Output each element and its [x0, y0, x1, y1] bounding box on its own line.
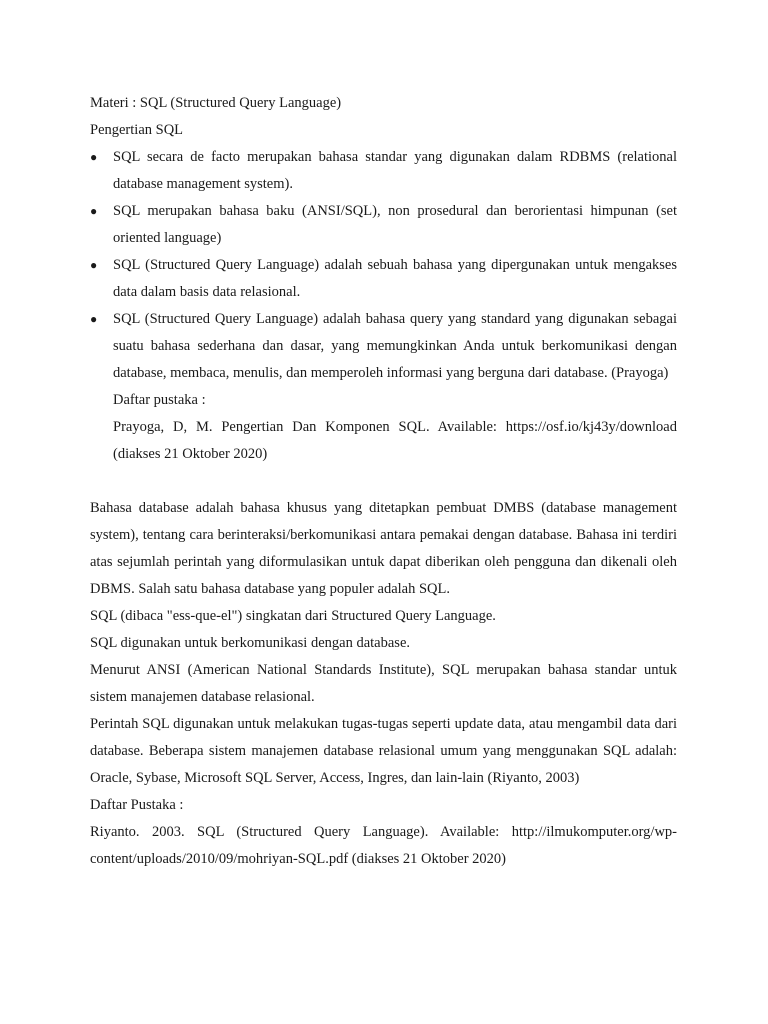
list-item	[90, 252, 677, 306]
document-title: Materi : SQL (Structured Query Language)	[90, 95, 342, 111]
bullet-icon: ●	[90, 312, 98, 326]
reference-label: Daftar Pustaka :	[90, 797, 184, 813]
reference-text: Riyanto. 2003. SQL (Structured Query Language). Available: http://ilmukomputer.org/wp-content/uploads/2010/09/mohriyan-SQL.pdf (diakses 21 Oktober 2020)	[90, 824, 677, 867]
paragraph: SQL digunakan untuk berkomunikasi dengan database.	[90, 635, 410, 651]
reference-label: Daftar pustaka :	[113, 392, 206, 408]
list-item	[90, 198, 677, 252]
reference-text: Prayoga, D, M. Pengertian Dan Komponen SQL. Available: https://osf.io/kj43y/download (diakses 21 Oktober 2020)	[113, 419, 677, 462]
section-heading: Pengertian SQL	[90, 122, 184, 138]
list-item	[90, 306, 677, 387]
reference-block-1	[90, 387, 677, 468]
list-item-text: SQL (Structured Query Language) adalah bahasa query yang standard yang digunakan sebagai suatu bahasa sederhana dan dasar, yang memungkinkan Anda untuk berkomunikasi dengan database, membaca, menulis, dan memperoleh informasi yang berguna dari database. (Prayoga)	[113, 311, 677, 381]
list-item	[90, 144, 677, 198]
bullet-icon: ●	[90, 258, 98, 272]
bullet-list	[90, 144, 677, 387]
paragraph: SQL (dibaca "ess-que-el") singkatan dari Structured Query Language.	[90, 608, 496, 624]
bullet-icon: ●	[90, 150, 98, 164]
paragraph: Perintah SQL digunakan untuk melakukan tugas-tugas seperti update data, atau mengambil data dari database. Beberapa sistem manajemen database relasional umum yang menggunakan SQL adalah: Oracle, Sybase, Microsoft SQL Server, Access, Ingres, dan lain-lain (Riyanto, 2003)	[90, 716, 677, 786]
list-item-text: SQL merupakan bahasa baku (ANSI/SQL), non prosedural dan berorientasi himpunan (set oriented language)	[113, 203, 677, 246]
bullet-icon: ●	[90, 204, 98, 218]
spacer	[90, 468, 677, 495]
paragraph: Menurut ANSI (American National Standards Institute), SQL merupakan bahasa standar untuk sistem manajemen database relasional.	[90, 662, 677, 705]
list-item-text: SQL (Structured Query Language) adalah sebuah bahasa yang dipergunakan untuk mengakses data dalam basis data relasional.	[113, 257, 677, 300]
list-item-text: SQL secara de facto merupakan bahasa standar yang digunakan dalam RDBMS (relational database management system).	[113, 149, 677, 192]
paragraph: Bahasa database adalah bahasa khusus yang ditetapkan pembuat DMBS (database management system), tentang cara berinteraksi/berkomunikasi antara pemakai dengan database. Bahasa ini terdiri atas sejumlah perintah yang diformulasikan untuk dapat diberikan oleh pengguna dan dikenali oleh DBMS. Salah satu bahasa database yang populer adalah SQL.	[90, 500, 677, 597]
document-page	[90, 90, 677, 873]
